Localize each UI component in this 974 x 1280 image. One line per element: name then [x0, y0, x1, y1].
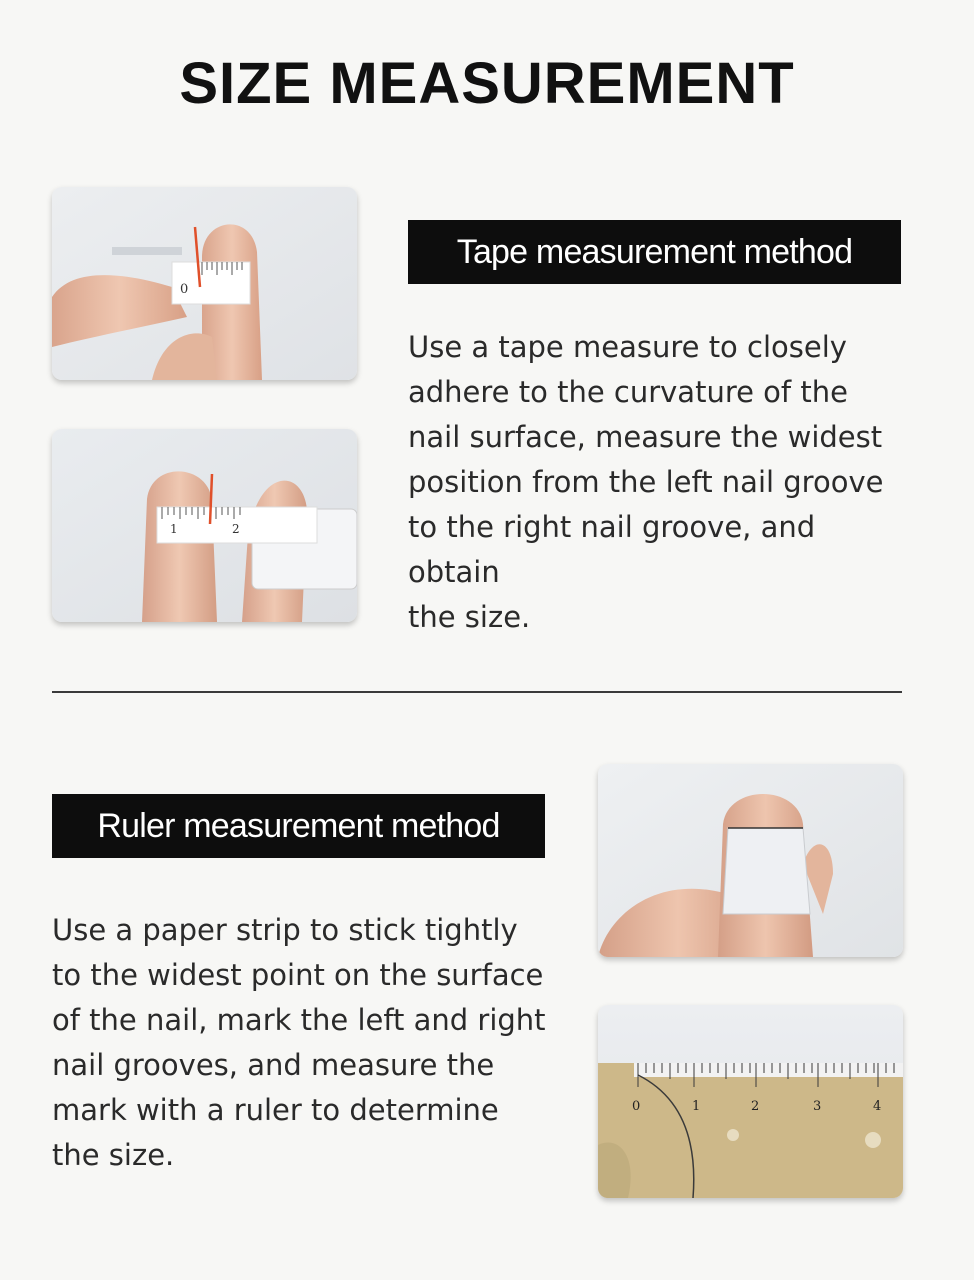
tape-number: 1	[170, 522, 178, 536]
ruler-number: 3	[813, 1099, 822, 1114]
description-line: the size.	[408, 600, 531, 634]
tape-method-label: Tape measurement method	[408, 220, 901, 284]
section-divider	[52, 691, 902, 693]
description-line: nail grooves, and measure the	[52, 1048, 495, 1082]
description-line: Use a paper strip to stick tightly	[52, 913, 518, 947]
ruler-number: 2	[751, 1099, 760, 1114]
ruler-method-label: Ruler measurement method	[52, 794, 545, 858]
ruler-number: 1	[692, 1099, 701, 1114]
tape-number: 0	[180, 282, 189, 297]
description-line: to the widest point on the surface	[52, 958, 544, 992]
ruler-photo	[598, 1005, 903, 1198]
tape-measure-photo-2	[52, 429, 357, 622]
description-line: of the nail, mark the left and right	[52, 1003, 546, 1037]
description-line: position from the left nail groove	[408, 465, 884, 499]
page-title: SIZE MEASUREMENT	[179, 51, 795, 116]
tape-method-description	[408, 325, 908, 640]
description-line: mark with a ruler to determine	[52, 1093, 499, 1127]
ruler-method-description	[52, 908, 592, 1178]
description-line: to the right nail groove, and obtain	[408, 510, 816, 589]
description-line: adhere to the curvature of the	[408, 375, 848, 409]
paper-strip-photo	[598, 764, 903, 957]
ruler-number: 0	[632, 1099, 641, 1114]
tape-measure-photo-1	[52, 187, 357, 380]
description-line: Use a tape measure to closely	[408, 330, 847, 364]
tape-number: 2	[232, 522, 240, 536]
description-line: the size.	[52, 1138, 175, 1172]
ruler-number: 4	[873, 1099, 882, 1114]
description-line: nail surface, measure the widest	[408, 420, 883, 454]
